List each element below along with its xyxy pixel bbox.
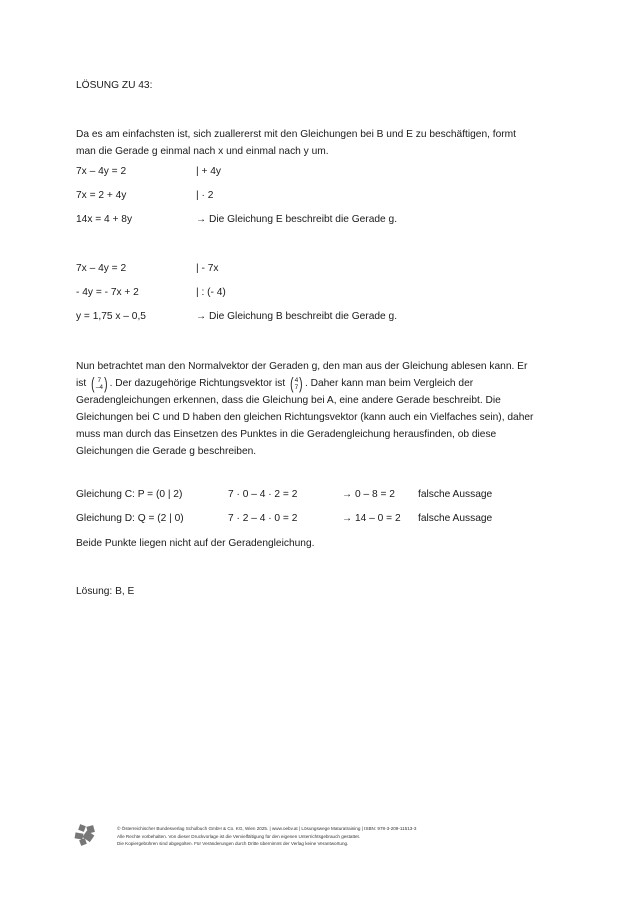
intro-paragraph: Da es am einfachsten ist, sich zuallererst mit den Gleichungen bei B und E zu beschäftigen, formt man die Gerade g einmal nach x und einmal nach y um.	[76, 129, 516, 157]
footer-copyright: © Österreichischer Bundesverlag Schulbuch GmbH & Co. KG, Wien 2025. | www.oebv.at | Lösungswege Maturatraining | ISBN: 978-3-209-11513-3	[117, 826, 417, 831]
block2-equation-3: y = 1,75 x – 0,5	[76, 311, 146, 322]
direction-vector: ( 4 7 )	[290, 374, 303, 393]
vector-paragraph-part2: . Der dazugehörige Richtungsvektor ist	[109, 378, 288, 390]
block2-operation-2: | : (- 4)	[196, 287, 226, 298]
block2-equation-1: 7x – 4y = 2	[76, 263, 127, 274]
normal-vector-top: 7	[97, 376, 102, 384]
block1-equation-1: 7x – 4y = 2	[76, 166, 127, 177]
block1-equation-2: 7x = 2 + 4y	[76, 190, 127, 201]
block2-operation-1: | - 7x	[196, 263, 219, 274]
footer-rights: Alle Rechte vorbehalten. Von dieser Druckvorlage ist die Vervielfältigung für den eigenen Unterrichtsgebrauch gestattet.	[117, 833, 361, 839]
check-c-result: → 0 – 8 = 2	[342, 489, 395, 500]
check-d-calc: 7 · 2 – 4 · 0 = 2	[228, 513, 298, 524]
direction-vector-top: 4	[294, 376, 299, 384]
solution-title: LÖSUNG ZU 43:	[76, 80, 153, 91]
vector-paragraph	[76, 358, 536, 460]
check-c-label: Gleichung C: P = (0 | 2)	[76, 489, 183, 500]
block1-operation-1: | + 4y	[196, 166, 222, 177]
block2-equation-2: - 4y = - 7x + 2	[76, 287, 139, 298]
check-c-verdict: falsche Aussage	[418, 489, 493, 500]
check-d-label: Gleichung D: Q = (2 | 0)	[76, 513, 184, 524]
normal-vector-bottom: –4	[95, 383, 103, 391]
block1-operation-3: → Die Gleichung E beschreibt die Gerade g.	[196, 214, 398, 225]
check-d-result: → 14 – 0 = 2	[342, 513, 401, 524]
normal-vector: ( 7 –4 )	[91, 374, 108, 393]
answer-text: Lösung: B, E	[76, 586, 135, 597]
direction-vector-bottom: 7	[294, 383, 299, 391]
oebv-logo-icon	[72, 823, 102, 847]
block2-operation-3: → Die Gleichung B beschreibt die Gerade g.	[196, 311, 398, 322]
vector-paragraph-part1: Nun betrachtet man den Normalvektor der Geraden g, den man aus der Gleichung ablesen kann. Er ist	[76, 361, 528, 390]
conclusion-text: Beide Punkte liegen nicht auf der Geradengleichung.	[76, 538, 315, 549]
check-c-calc: 7 · 0 – 4 · 2 = 2	[228, 489, 298, 500]
footer-fees: Die Kopiergebühren sind abgegolten. Für Veränderungen durch Dritte übernimmt der Verlag keine Verantwortung.	[117, 841, 349, 846]
vector-paragraph-part3: . Daher kann man beim Vergleich der Geradengleichungen erkennen, dass die Gleichung bei A, eine andere Gerade beschreibt. Die Gleichungen bei C und D haben den gleichen Richtungsvektor (kann auch ein Vielfaches sein), daher muss man durch das Einsetzen des Punktes in die Geradengleichung herausfinden, ob diese Gleichungen die Gerade g beschreiben.	[76, 378, 534, 458]
block1-equation-3: 14x = 4 + 8y	[76, 214, 133, 225]
block1-operation-2: | · 2	[196, 190, 214, 201]
check-d-verdict: falsche Aussage	[418, 513, 493, 524]
